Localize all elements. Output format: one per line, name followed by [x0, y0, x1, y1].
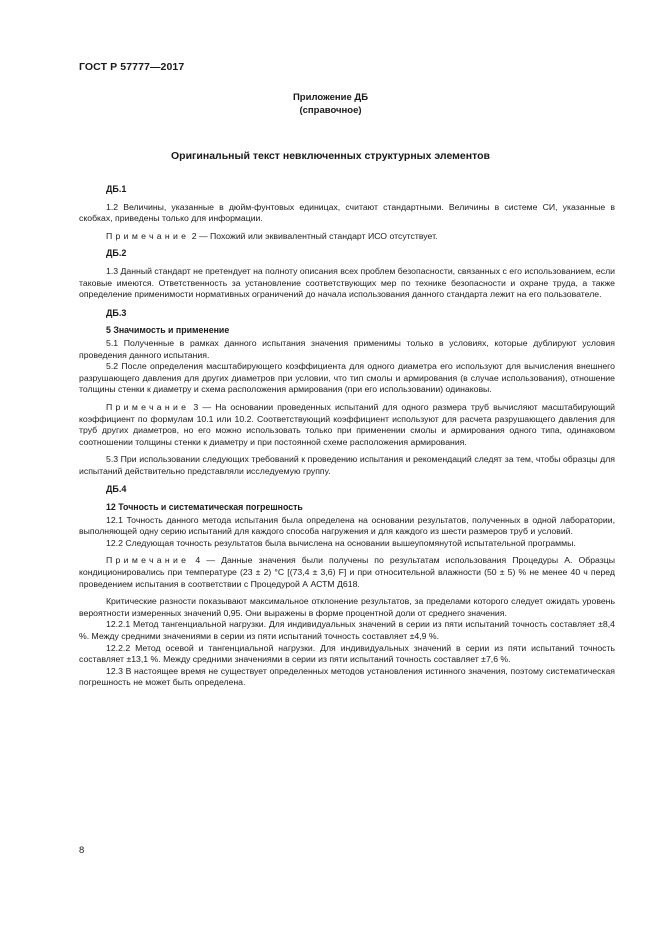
note-label: Примечание: [106, 555, 190, 566]
paragraph: 12.2.2 Метод осевой и тангенциальной нагрузки. Для индивидуальных значений в серии из пяти испытаний точность составляет ±13,1 %. Между средними значениями в серии из пяти испытаний точность составляет ±7,6 %.: [79, 642, 615, 665]
paragraph: 12.1 Точность данного метода испытания была определена на основании результатов, полученных в одной лаборатории, выполняющей одну серию испытаний для каждого способа нагружения и для каждого из шести размеров труб и условий.: [79, 514, 615, 537]
paragraph: 12.3 В настоящее время не существует определенных методов установления истинного значения, поэтому систематическая погрешность не может быть определена.: [79, 665, 615, 688]
paragraph: 12.2 Следующая точность результатов была вычислена на основании вышеупомянутой испытательной программы.: [106, 537, 576, 548]
subsection-heading: 5 Значимость и применение: [106, 325, 230, 336]
paragraph: 5.1 Полученные в рамках данного испытания значения применимы только в условиях, которые дублируют условия проведения данного испытания.: [79, 337, 615, 360]
subsection-heading: 12 Точность и систематическая погрешность: [106, 502, 303, 513]
note-paragraph: [79, 231, 615, 243]
paragraph: 1.2 Величины, указанные в дюйм-фунтовых единицах, считают стандартными. Величины в системе СИ, указанные в скобках, приведены только для информации.: [79, 201, 615, 224]
section-heading-db4: ДБ.4: [106, 484, 127, 495]
document-body: [79, 184, 615, 689]
appendix-title: Приложение ДБ: [292, 92, 369, 103]
document-code: ГОСТ Р 57777—2017: [79, 61, 185, 73]
section-heading-db2: ДБ.2: [106, 248, 127, 259]
note-paragraph: [79, 402, 615, 448]
section-heading-db3: ДБ.3: [106, 307, 127, 318]
paragraph: 5.2 После определения масштабирующего коэффициента для одного диаметра его используют для вычисления внешнего разрушающего давления для других диаметров при условии, что тип смолы и армирования (в случае использования), отношение толщины стенки к диаметру и схема расположения армирования (при его использовании) одинаковы.: [79, 361, 615, 395]
paragraph: 12.2.1 Метод тангенциальной нагрузки. Для индивидуальных значений в серии из пяти испытаний точность составляет ±8,4 %. Между средними значениями в серии из пяти испытаний точность составляет ±4,9 %.: [79, 619, 615, 641]
appendix-subtitle: (справочное): [299, 105, 362, 116]
note-text: 2 — Похожий или эквивалентный стандарт ИСО отсутствует.: [189, 230, 438, 241]
note-label: Примечание: [106, 230, 190, 241]
note-label: Примечание: [106, 401, 190, 412]
note-text: 4 — Данные значения были получены по результатам использования Процедуры А. Образцы кондиционировались при температуре (23 ± 2) °С [(73,4 ± 3,6) F] и при относительной влажности (50 ± 5) % не менее 40 ч перед проведением испытания в соответствии с Процедурой А АСТМ Д618.: [79, 555, 615, 589]
paragraph: 5.3 При использовании следующих требований к проведению испытания и рекомендаций следят за тем, чтобы образцы для испытаний действительно представляли исследуемую группу.: [79, 454, 615, 476]
note-paragraph: [79, 555, 615, 590]
appendix-header: [79, 91, 582, 117]
section-heading-db1: ДБ.1: [106, 184, 127, 194]
main-title: Оригинальный текст невключенных структурных элементов: [171, 150, 490, 162]
note-text: 3 — На основании проведенных испытаний для одного размера труб вычисляют масштабирующий коэффициент по формулам 10.1 или 10.2. Соответствующий коэффициент используют для расчета разрушающего давления для труб других диаметров, но его можно использовать только при применении смолы и армирования одного типа, одинаковом соотношении толщины стенки к диаметру и при постоянной схеме расположения армирования.: [79, 401, 615, 447]
page-number: 8: [79, 845, 85, 856]
paragraph: 1.3 Данный стандарт не претендует на полноту описания всех проблем безопасности, связанных с его использованием, если таковые имеются. Ответственность за установление соответствующих мер по технике безопасности и охране труда, а также определение применимости нормативных ограничений до начала использования данного стандарта лежит на его пользователе.: [79, 265, 615, 300]
paragraph: Критические разности показывают максимальное отклонение результатов, за пределами которого следует ожидать уровень вероятности измеренных значений 0,95. Они выражены в форме процентной доли от среднего значения.: [79, 596, 615, 618]
